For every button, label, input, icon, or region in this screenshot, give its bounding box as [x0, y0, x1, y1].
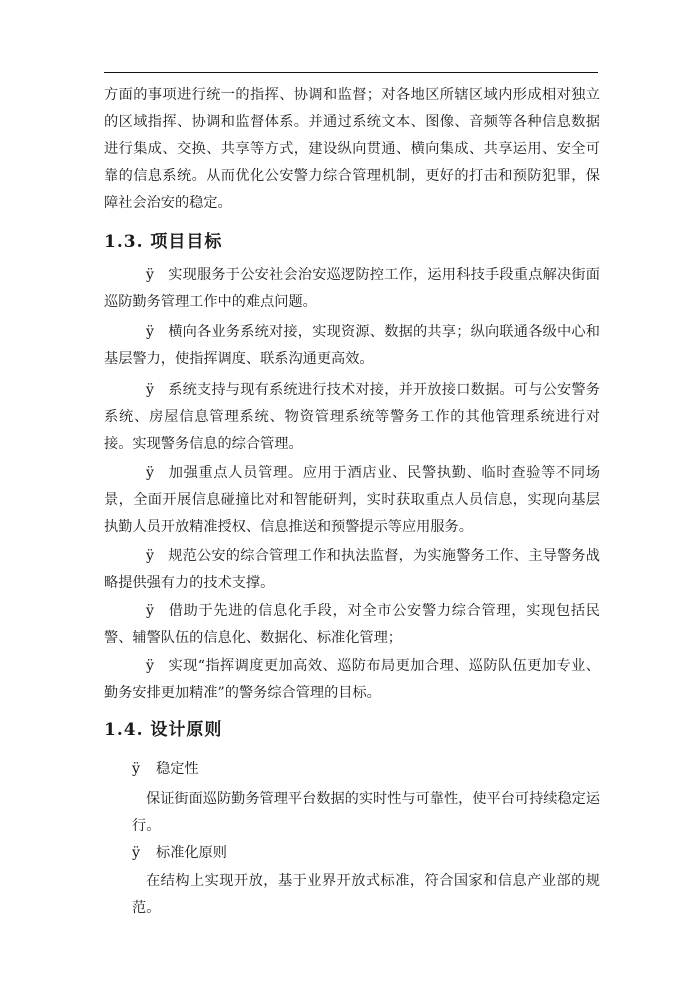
- principle-text-2: 在结构上实现开放，基于业界开放式标准，符合国家和信息产业部的规范。: [132, 873, 600, 916]
- bullet-mark: ÿ: [132, 761, 141, 777]
- principle-title-2: [132, 840, 227, 867]
- principle-title-1: [132, 756, 199, 783]
- goal-item-7: [104, 653, 600, 707]
- bullet-mark: ÿ: [146, 603, 155, 619]
- bullet-mark: ÿ: [146, 548, 155, 564]
- bullet-mark: ÿ: [146, 324, 155, 340]
- goal-item-text: 借助于先进的信息化手段，对全市公安警力综合管理，实现包括民警、辅警队伍的信息化、数据化、标准化管理；: [104, 603, 600, 646]
- bullet-mark: ÿ: [146, 465, 155, 481]
- goal-item-text: 实现服务于公安社会治安巡逻防控工作，运用科技手段重点解决街面巡防勤务管理工作中的难点问题。: [104, 267, 600, 310]
- goal-item-6: [104, 598, 600, 652]
- goal-item-text: 实现“指挥调度更加高效、巡防布局更加合理、巡防队伍更加专业、勤务安排更加精准”的警务综合管理的目标。: [104, 658, 600, 701]
- intro-paragraph: 方面的事项进行统一的指挥、协调和监督；对各地区所辖区域内形成相对独立的区域指挥、协调和监督体系。并通过系统文本、图像、音频等各种信息数据进行集成、交换、共享等方式，建设纵向贯通、横向集成、共享运用、安全可靠的信息系统。从而优化公安警力综合管理机制，更好的打击和预防犯罪，保障社会治安的稳定。: [104, 87, 600, 211]
- principle-text-1: 保证街面巡防勤务管理平台数据的实时性与可靠性，使平台可持续稳定运行。: [132, 791, 601, 834]
- principle-title-text: 稳定性: [156, 761, 199, 777]
- bullet-mark: ÿ: [146, 382, 155, 398]
- goal-item-text: 加强重点人员管理。应用于酒店业、民警执勤、临时查验等不同场景，全面开展信息碰撞比对和智能研判，实时获取重点人员信息，实现向基层执勤人员开放精准授权、信息推送和预警提示等应用服务。: [104, 465, 600, 535]
- bullet-mark: ÿ: [132, 845, 141, 861]
- goal-item-2: [104, 319, 600, 373]
- goal-item-4: [104, 460, 600, 541]
- goal-item-5: [104, 543, 600, 597]
- goal-item-text: 规范公安的综合管理工作和执法监督，为实施警务工作、主导警务战略提供强有力的技术支撑。: [104, 548, 600, 591]
- section-heading-1-4: 1.4. 设计原则: [104, 720, 223, 740]
- goal-item-text: 系统支持与现有系统进行技术对接，并开放接口数据。可与公安警务系统、房屋信息管理系统、物资管理系统等警务工作的其他管理系统进行对接。实现警务信息的综合管理。: [104, 382, 600, 452]
- section-heading-1-3: 1.3. 项目目标: [104, 232, 223, 252]
- bullet-mark: ÿ: [146, 658, 155, 674]
- bullet-mark: ÿ: [146, 267, 155, 283]
- principle-title-text: 标准化原则: [156, 845, 227, 861]
- goal-item-3: [104, 377, 600, 458]
- goal-item-text: 横向各业务系统对接，实现资源、数据的共享；纵向联通各级中心和基层警力，使指挥调度、联系沟通更高效。: [104, 324, 600, 367]
- header-rule: [104, 72, 598, 73]
- goal-item-1: [104, 262, 600, 316]
